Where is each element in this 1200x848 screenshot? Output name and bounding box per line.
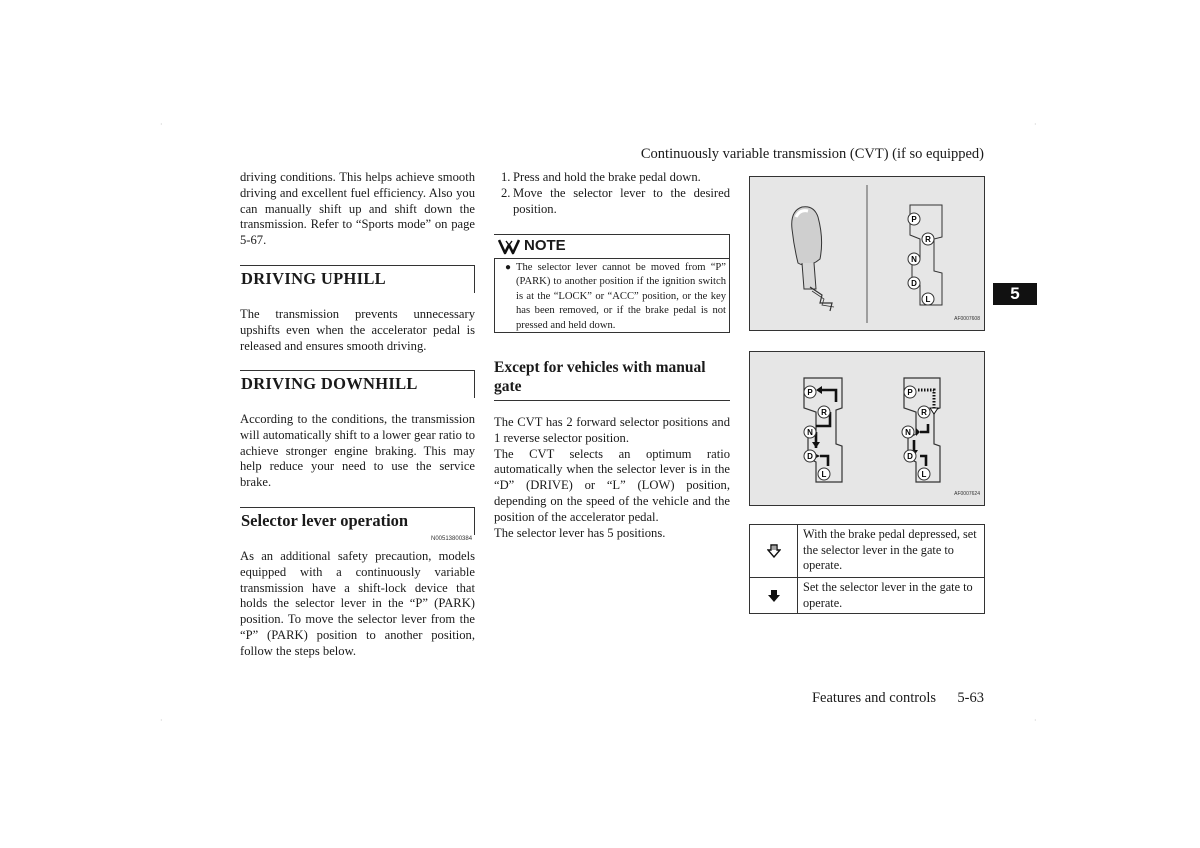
intro-paragraph: driving conditions. This helps achieve smooth driving and excellent fuel efficiency. Also you can manually shift up and shift down the transmission. Refer to “Sports mode” on page 5-67. (240, 170, 475, 248)
figure-selector-lever (749, 176, 985, 331)
step-number: 2. (501, 185, 511, 200)
note-warning-icon (498, 238, 520, 255)
gate-b-p-label: P (907, 388, 913, 397)
heading-driving-uphill-text: DRIVING UPHILL (241, 269, 386, 288)
legend-text: With the brake pedal depressed, set the selector lever in the gate to operate. (803, 527, 977, 573)
uphill-paragraph: The transmission prevents unnecessary upshifts even when the accelerator pedal is released and ensures smooth driving. (240, 307, 475, 353)
gate-a-l-label: L (821, 470, 827, 479)
chapter-tab: 5 (993, 283, 1037, 305)
steps-list (501, 170, 730, 217)
gear-d-label: D (911, 279, 917, 288)
gate-patterns-illustration (750, 352, 984, 505)
figure-code: AF0007608 (954, 316, 980, 322)
subheading-manual-gate: Except for vehicles with manual gate (494, 358, 730, 401)
gear-r-label: R (925, 235, 931, 244)
running-header: Continuously variable transmission (CVT) (if so equipped) (640, 146, 984, 162)
gate-b-n-label: N (905, 428, 911, 437)
manual-gate-body (494, 415, 730, 541)
downhill-paragraph: According to the conditions, the transmission will automatically shift to a lower gear ratio to achieve stronger engine braking. This may help reduce your need to use the service brake. (240, 412, 475, 490)
gear-p-label: P (911, 215, 917, 224)
section-code: N00513800384 (431, 536, 473, 542)
hollow-down-arrow-icon (767, 544, 781, 558)
manual-gate-paragraph-3: The selector lever has 5 positions. (494, 525, 666, 540)
gate-b-r-label: R (921, 408, 927, 417)
step-text: Press and hold the brake pedal down. (513, 170, 701, 184)
note-body (494, 258, 730, 333)
footer-section: Features and controls (811, 690, 936, 706)
gate-a-n-label: N (807, 428, 813, 437)
note-bullet: ● (505, 262, 512, 273)
gate-b-d-label: D (907, 452, 913, 461)
heading-driving-downhill-text: DRIVING DOWNHILL (241, 374, 418, 393)
legend-row (750, 578, 984, 614)
legend-row (750, 525, 984, 578)
gate-b-l-label: L (921, 470, 927, 479)
manual-gate-paragraph-1: The CVT has 2 forward selector positions and 1 reverse selector position. (494, 415, 730, 445)
figure-code: AF0007624 (954, 491, 980, 497)
gear-l-label: L (925, 295, 931, 304)
gate-a-d-label: D (807, 452, 813, 461)
solid-down-arrow-icon (767, 589, 781, 603)
gear-n-label: N (911, 255, 917, 264)
note-label: NOTE (524, 237, 566, 254)
heading-selector-lever-text: Selector lever operation (241, 511, 409, 530)
page-number: 5-63 (957, 690, 984, 706)
step-number: 1. (501, 170, 511, 184)
manual-gate-paragraph-2: The CVT selects an optimum ratio automatically when the selector lever is in the “D” (DRIVE) or “L” (LOW) position, depending on the speed of the vehicle and the position of the accelerator pedal. (494, 446, 730, 524)
gate-a-r-label: R (821, 408, 827, 417)
heading-driving-uphill (240, 265, 475, 293)
note-header (494, 234, 730, 258)
note-text: The selector lever cannot be moved from “P” (PARK) to another position if the ignition switch is at the “LOCK” or “ACC” position, or the key has been removed, or if the brake pedal is not pressed and held down. (516, 262, 726, 331)
heading-selector-lever (240, 507, 475, 535)
gate-a-p-label: P (807, 388, 813, 397)
step-text: Move the selector lever to the desired position. (513, 185, 730, 216)
selector-paragraph: As an additional safety precaution, models equipped with a continuously variable transmission have a shift-lock device that holds the selector lever in the “P” (PARK) position. To move the selector lever from the “P” (PARK) position to another position, follow the steps below. (240, 549, 475, 658)
heading-driving-downhill (240, 370, 475, 398)
selector-lever-illustration (750, 177, 984, 330)
arrow-legend-table (749, 524, 985, 614)
legend-text: Set the selector lever in the gate to operate. (803, 580, 973, 610)
step-item (501, 186, 730, 218)
step-item (501, 170, 730, 186)
legend-icon-cell (750, 578, 798, 614)
legend-icon-cell (750, 525, 798, 577)
figure-gate-patterns (749, 351, 985, 506)
